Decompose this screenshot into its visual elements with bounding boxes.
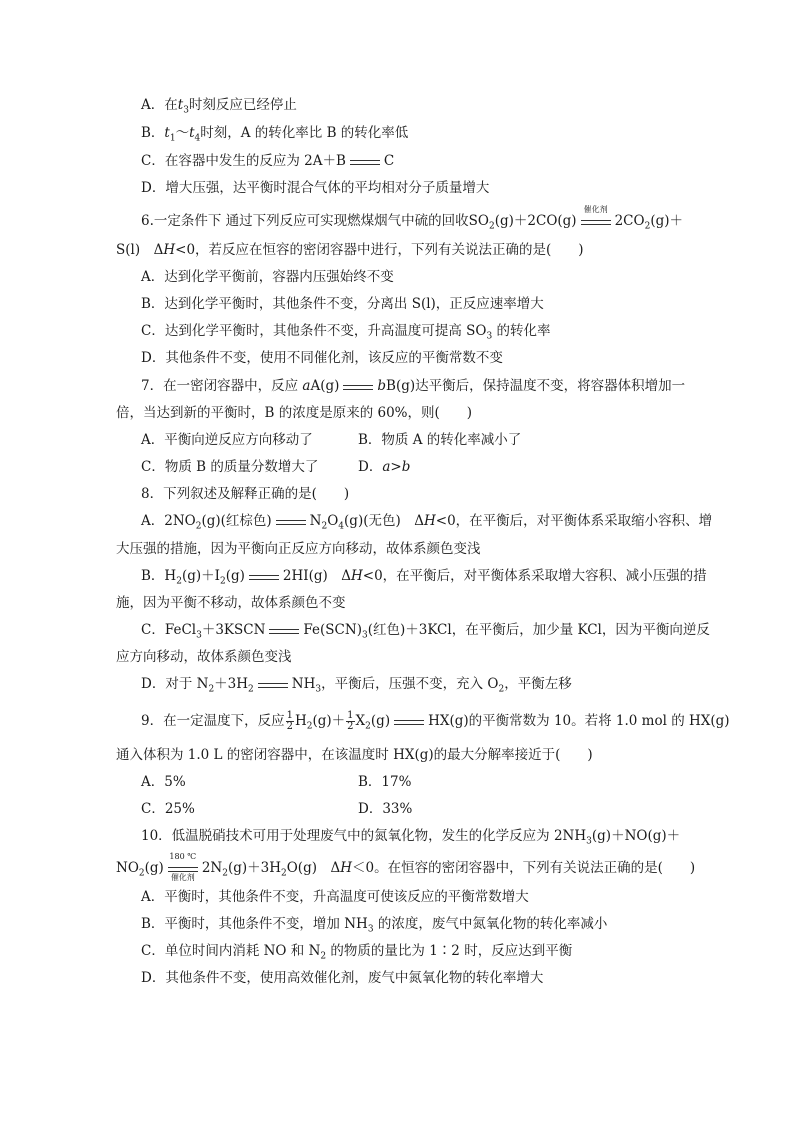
q7-option-b: B．物质 A 的转化率减小了: [358, 432, 522, 448]
q6-stem-line1: 6.一定条件下 通过下列反应可实现燃煤烟气中硫的回收$SO_2(g)+2CO(g)$ 催化剂 $2CO_2(g)+$: [141, 204, 683, 232]
q9-option-a: A．5%: [141, 774, 186, 790]
q9-stem-line1: 9．在一定温度下，反应 $\frac{1}{2}$ $H_2(g)+$ $\frac{1}{2}$ $X_2(g)$ HX(g)的平衡常数为 10。若将 1.0 mol 的 HX(g): [141, 710, 730, 732]
q7-stem-line2: 倍，当达到新的平衡时，B 的浓度是原来的 60%，则( ): [116, 405, 473, 421]
q8-option-c-line2: 应方向移动，故体系颜色变浅: [116, 649, 292, 665]
q6-stem-line2: S(l) ΔH<0，若反应在恒容的密闭容器中进行，下列有关说法正确的是( ): [116, 242, 584, 258]
q8-title: 8．下列叙述及解释正确的是( ): [141, 486, 350, 502]
q6-option-d: D．其他条件不变，使用不同催化剂，该反应的平衡常数不变: [141, 350, 503, 366]
equilibrium-arrow-icon: [274, 515, 308, 529]
q10-option-b: B．平衡时，其他条件不变，增加 $NH_3$ 的浓度，废气中氮氧化物的转化率减小: [141, 916, 608, 935]
q9-option-c: C．25%: [141, 801, 195, 817]
q9-option-d: D．33%: [358, 801, 413, 817]
q8-option-a-line1: A．$2NO_2(g)$(红棕色) $N_2O_4(g)$(无色) ΔH<0，在平衡后，对平衡体系采取缩小容积、增: [141, 513, 713, 532]
q9-option-b: B．17%: [358, 774, 412, 790]
equilibrium-arrow-icon: 180 ℃ 催化剂: [166, 862, 200, 876]
fraction-half: $\frac{1}{2}$: [286, 710, 293, 732]
q5-option-d: D．增大压强，达平衡时混合气体的平均相对分子质量增大: [141, 180, 490, 196]
q10-option-a: A．平衡时，其他条件不变，升高温度可使该反应的平衡常数增大: [141, 889, 529, 905]
q7-option-d: D．a>b: [358, 459, 411, 475]
q5-option-b: B．$t_1\sim t_4$时刻，A 的转化率比 B 的转化率低: [141, 125, 409, 144]
q5-option-c: C．在容器中发生的反应为 2A＋B C: [141, 153, 395, 169]
q10-option-d: D．其他条件不变，使用高效催化剂，废气中氮氧化物的转化率增大: [141, 970, 544, 986]
q7-option-a: A．平衡向逆反应方向移动了: [141, 432, 313, 448]
equilibrium-arrow-icon: 催化剂: [579, 215, 613, 229]
q6-option-a: A．达到化学平衡前，容器内压强始终不变: [141, 269, 394, 285]
q8-option-b-line1: B．$H_2(g)+I_2(g)$ 2HI(g) ΔH<0，在平衡后，对平衡体系采取增大容积、减小压强的措: [141, 568, 707, 587]
equilibrium-arrow-icon: [267, 624, 301, 638]
equilibrium-arrow-icon: [348, 155, 382, 169]
equilibrium-arrow-icon: [256, 678, 290, 692]
equilibrium-arrow-icon: [341, 380, 375, 394]
equilibrium-arrow-icon: [247, 570, 281, 584]
q8-option-a-line2: 大压强的措施，因为平衡向正反应方向移动，故体系颜色变浅: [116, 541, 481, 557]
q9-stem-line2: 通入体积为 1.0 L 的密闭容器中，在该温度时 HX(g)的最大分解率接近于( ): [116, 747, 593, 763]
q6-option-b: B．达到化学平衡时，其他条件不变，分离出 S(l)，正反应速率增大: [141, 296, 544, 312]
q6-option-c: C．达到化学平衡时，其他条件不变，升高温度可提高 $SO_3$ 的转化率: [141, 323, 551, 342]
q7-option-c: C．物质 B 的质量分数增大了: [141, 459, 319, 475]
q10-option-c: C．单位时间内消耗 NO 和 $N_2$ 的物质的量比为 1∶2 时，反应达到平衡: [141, 943, 573, 962]
q8-option-b-line2: 施，因为平衡不移动，故体系颜色不变: [116, 595, 346, 611]
fraction-half: $\frac{1}{2}$: [347, 710, 354, 732]
q5-option-a: A．在$t_3$时刻反应已经停止: [141, 97, 297, 116]
q10-stem-line1: 10．低温脱硝技术可用于处理废气中的氮氧化物，发生的化学反应为 $2NH_3(g)+NO(g)+$: [141, 828, 681, 847]
equilibrium-arrow-icon: [392, 715, 426, 729]
q10-stem-line2: $NO_2(g)$ 180 ℃ 催化剂 $2N_2(g)+3H_2O(g)$ ΔH＜0。在恒容的密闭容器中，下列有关说法正确的是( ): [116, 851, 696, 882]
q8-option-d: D．对于 $N_2+3H_2$ $NH_3$，平衡后，压强不变，充入 $O_2$，平衡左移: [141, 676, 572, 695]
q7-stem-line1: 7．在一密闭容器中，反应 aA(g) bB(g)达平衡后，保持温度不变，将容器体积增加一: [141, 378, 686, 394]
q8-option-c-line1: C．FeCl$_3$＋3KSCN $Fe(SCN)_3$(红色)＋3KCl，在平衡后，加少量 KCl，因为平衡向逆反: [141, 622, 710, 641]
